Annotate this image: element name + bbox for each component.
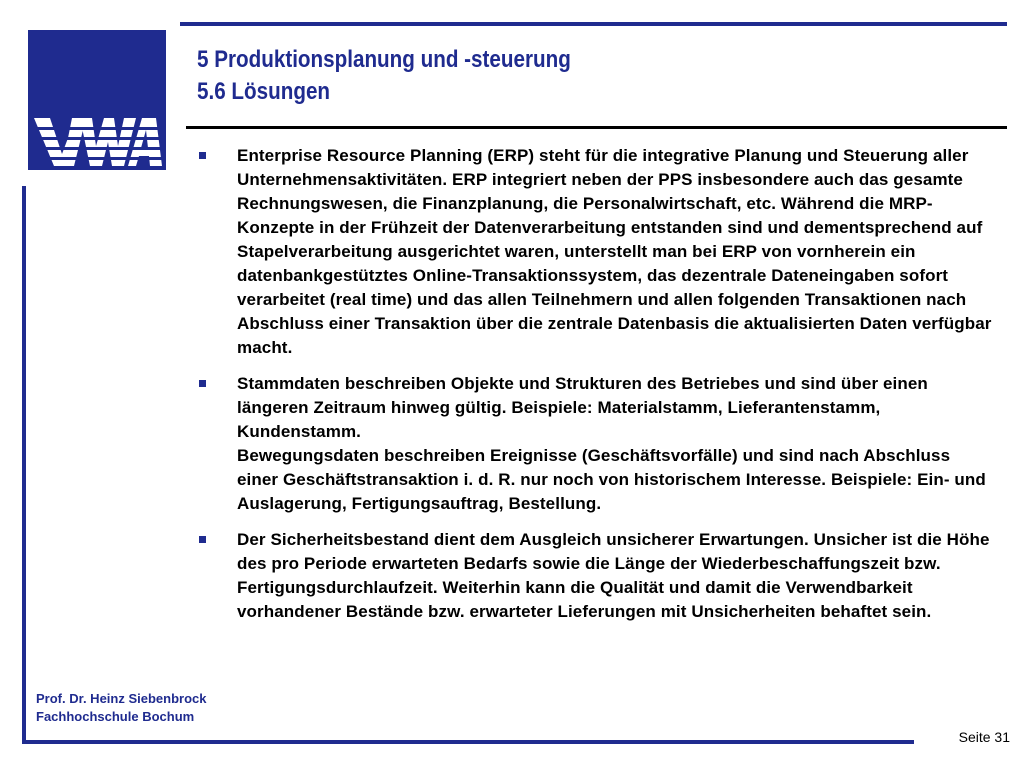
title-section: 5.6 Lösungen — [197, 78, 331, 105]
bottom-divider — [22, 740, 914, 744]
bullet-text: Enterprise Resource Planning (ERP) steht für die integrative Planung und Steuerung aller Unternehmensaktivitäten. ERP integriert neben der PPS insbesondere auch das gesamte Rechnungswesen, die Finanzplanung, die Personalwirtschaft, etc. Während die MRP-Konzepte in der Frühzeit der Datenverarbeitung entstanden sind und dementsprechend auf Stapelverarbeitung ausgerichtet waren, unterstellt man bei ERP von vornherein ein datenbankgestütztes Online-Transaktionssystem, das dezentrale Dateneingaben sofort verarbeitet (real time) und das allen Teilnehmern und allen folgenden Transaktionen nach Abschluss einer Transaktion über die zentrale Datenbasis die aktualisierten Daten verfügbar macht. — [237, 146, 992, 357]
bullet-text: Stammdaten beschreiben Objekte und Strukturen des Betriebes und sind über einen längeren Zeitraum hinweg gültig. Beispiele: Materialstamm, Lieferantenstamm, Kundenstamm. — [237, 374, 928, 441]
bullet-item-sicherheitsbestand — [196, 528, 996, 624]
left-divider — [22, 186, 26, 744]
author-name: Prof. Dr. Heinz Siebenbrock — [36, 691, 207, 706]
top-divider — [180, 22, 1007, 26]
author-institution: Fachhochschule Bochum — [36, 709, 195, 724]
square-bullet-icon — [199, 536, 206, 543]
slide-title — [197, 44, 997, 108]
bullet-item-stammdaten — [196, 372, 996, 516]
page-number: Seite 31 — [958, 729, 1010, 745]
bullet-text: Der Sicherheitsbestand dient dem Ausgleich unsicherer Erwartungen. Unsicher ist die Höhe des pro Periode erwarteten Bedarfs sowie die Länge der Wiederbeschaffungszeit bzw. Fertigungsdurchlaufzeit. Weiterhin kann die Qualität und damit die Verwendbarkeit vorhandener Bestände bzw. erwarteter Lieferungen mit Unsicherheiten behaftet sein. — [237, 530, 990, 621]
bullet-text: Bewegungsdaten beschreiben Ereignisse (Geschäftsvorfälle) und sind nach Abschluss einer Geschäftstransaktion i. d. R. nur noch von historischem Interesse. Beispiele: Ein- und Auslagerung, Fertigungsauftrag, Bestellung. — [237, 446, 986, 513]
square-bullet-icon — [199, 380, 206, 387]
title-chapter: 5 Produktionsplanung und -steuerung — [197, 46, 571, 73]
vwa-logo — [28, 30, 166, 170]
bullet-list — [196, 144, 996, 636]
footer-author — [36, 690, 207, 726]
square-bullet-icon — [199, 152, 206, 159]
title-divider — [186, 126, 1007, 129]
bullet-item-erp — [196, 144, 996, 360]
vwa-logo-mark — [28, 30, 166, 170]
